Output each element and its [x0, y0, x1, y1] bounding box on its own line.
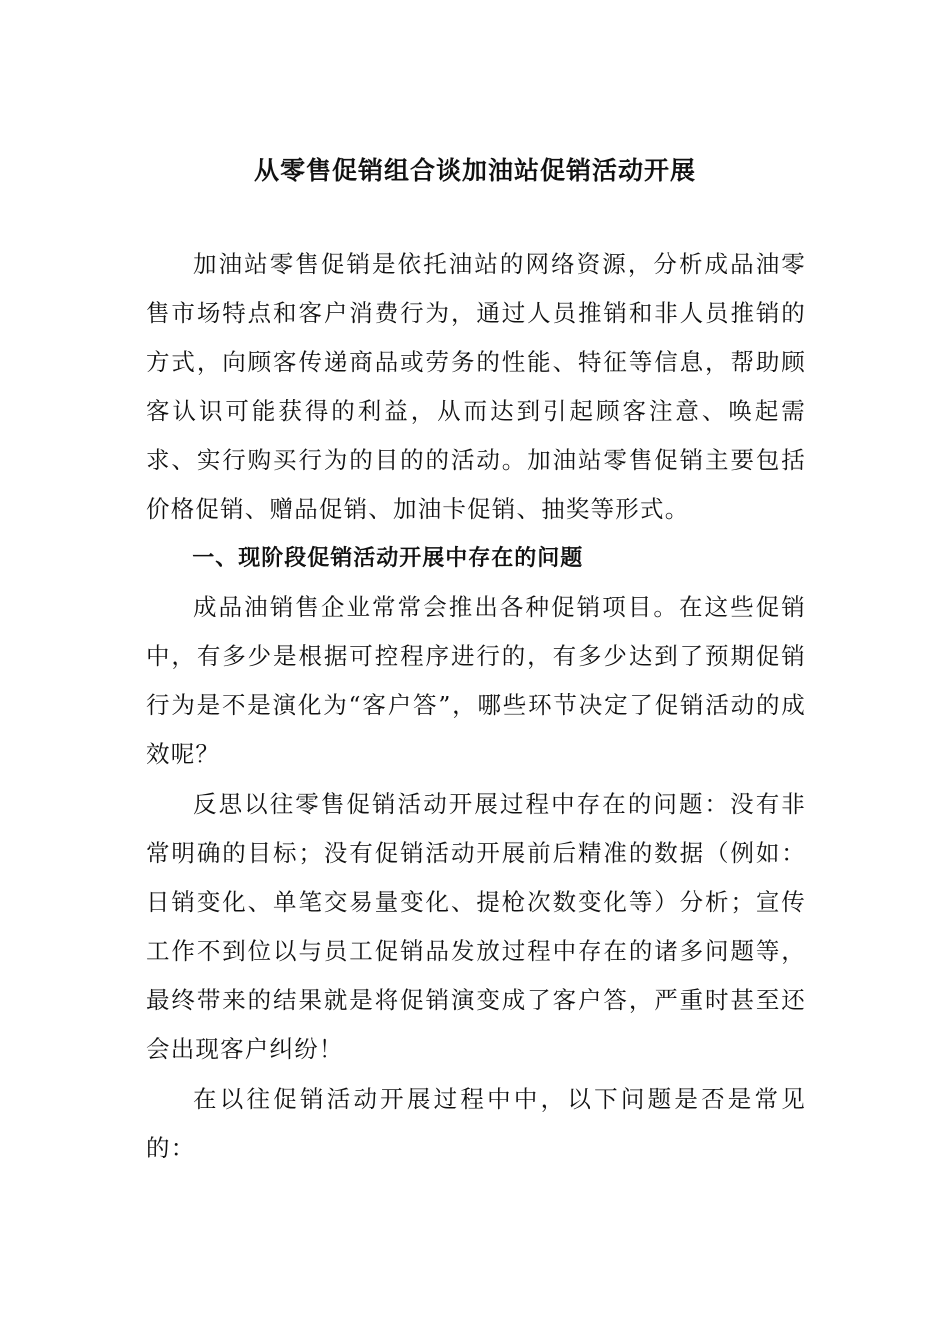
- document-body: [146, 240, 806, 1173]
- intro-paragraph: 加油站零售促销是依托油站的网络资源，分析成品油零售市场特点和客户消费行为，通过人员推销和非人员推销的方式，向顾客传递商品或劳务的性能、特征等信息，帮助顾客认识可能获得的利益，从而达到引起顾客注意、唤起需求、实行购买行为的目的的活动。加油站零售促销主要包括价格促销、赠品促销、加油卡促销、抽奖等形式。: [146, 250, 806, 523]
- section-paragraph-3: 在以往促销活动开展过程中中，以下问题是否是常见的：: [146, 1085, 806, 1162]
- section-paragraph-1: 成品油销售企业常常会推出各种促销项目。在这些促销中，有多少是根据可控程序进行的，有多少达到了预期促销行为是不是演化为“客户答”，哪些环节决定了促销活动的成效呢？: [146, 593, 806, 768]
- section-paragraph-2: 反思以往零售促销活动开展过程中存在的问题：没有非常明确的目标；没有促销活动开展前后精准的数据（例如：日销变化、单笔交易量变化、提枪次数变化等）分析；宣传工作不到位以与员工促销品发放过程中存在的诸多问题等，最终带来的结果就是将促销演变成了客户答，严重时甚至还会出现客户纠纷！: [146, 790, 806, 1063]
- section-heading: 一、现阶段促销活动开展中存在的问题: [192, 546, 584, 571]
- document-title: 从零售促销组合谈加油站促销活动开展: [253, 156, 696, 185]
